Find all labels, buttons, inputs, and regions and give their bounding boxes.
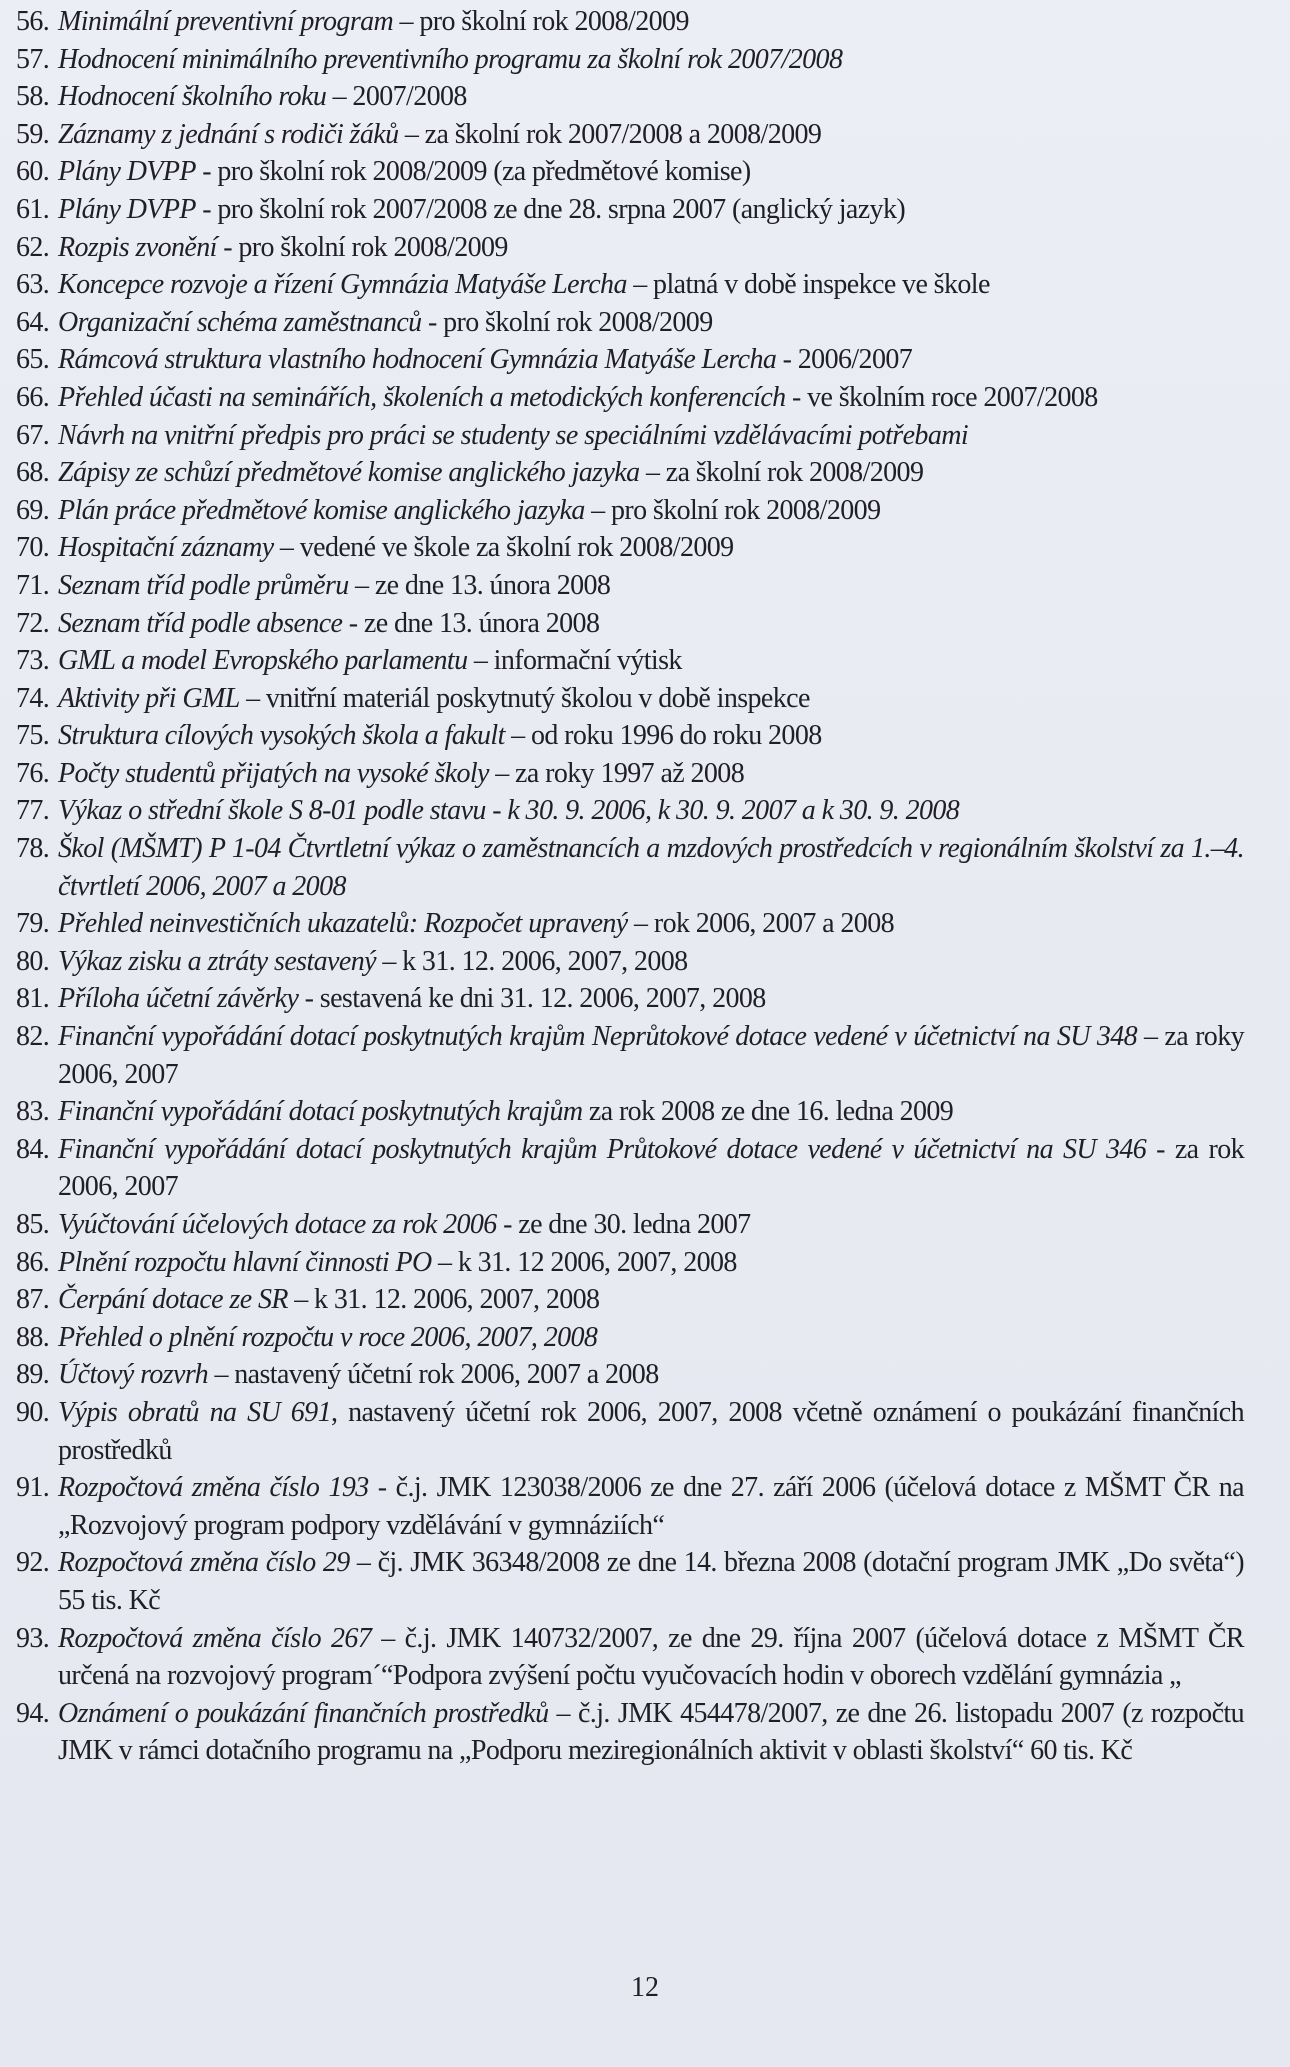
list-item [16,1319,1244,1357]
item-detail: – pro školní rok 2008/2009 [584,494,881,526]
item-title: Zápisy ze schůzí předmětové komise anglického jazyka [58,457,640,489]
list-item [16,1620,1244,1695]
item-title: Přehled účasti na seminářích, školeních a metodických konferencích [58,381,786,413]
item-title: Hospitační záznamy [58,532,274,564]
item-title: Počty studentů přijatých na vysoké školy [58,757,489,789]
list-item [16,567,1244,605]
item-title: Přehled o plnění rozpočtu v roce 2006, 2007, 2008 [58,1321,598,1353]
item-detail: – k 31. 12 2006, 2007, 2008 [431,1246,737,1278]
list-item [16,1093,1244,1131]
list-item [16,3,1244,41]
list-item [16,78,1244,116]
list-item [16,379,1244,417]
item-number: 66. [16,381,50,413]
item-title: Oznámení o poukázání finančních prostředků [58,1697,549,1729]
item-detail: – k 31. 12. 2006, 2007, 2008 [375,945,688,977]
list-item [16,792,1244,830]
item-number: 74. [16,682,50,714]
item-number: 88. [16,1321,50,1353]
item-title: Přehled neinvestičních ukazatelů: Rozpočet upravený [58,908,628,940]
list-item [16,417,1244,455]
item-number: 76. [16,757,50,789]
item-detail: – k 31. 12. 2006, 2007, 2008 [287,1284,600,1316]
item-number: 78. [16,833,50,865]
list-item [16,454,1244,492]
item-number: 69. [16,494,50,526]
item-detail: - sestavená ke dni 31. 12. 2006, 2007, 2008 [298,983,766,1015]
item-title: Organizační schéma zaměstnanců [58,306,422,338]
list-item [16,1018,1244,1093]
item-detail: – za roky 2006, 2007 [58,1021,1244,1090]
item-title: Struktura cílových vysokých škola a fakult [58,720,505,752]
item-number: 87. [16,1284,50,1316]
item-title: Minimální preventivní program [58,6,394,37]
item-number: 64. [16,306,50,338]
item-number: 91. [16,1472,50,1504]
list-item [16,755,1244,793]
item-number: 79. [16,908,50,940]
item-detail: – za školní rok 2007/2008 a 2008/2009 [398,118,822,150]
item-number: 57. [16,43,50,75]
item-title: Aktivity při GML [58,682,240,714]
item-number: 77. [16,795,50,827]
list-item [16,1469,1244,1544]
item-number: 60. [16,156,50,188]
item-detail: - ze dne 30. ledna 2007 [496,1209,751,1240]
item-title: Rámcová struktura vlastního hodnocení Gymnázia Matyáše Lercha [58,344,777,376]
item-title: Plán práce předmětové komise anglického jazyka [58,494,585,526]
item-title: Výkaz zisku a ztráty sestavený [58,945,376,977]
list-item [16,980,1244,1018]
item-detail: za rok 2008 ze dne 16. ledna 2009 [582,1096,954,1128]
list-item [16,1544,1244,1619]
item-detail: – č.j. JMK 454478/2007, ze dne 26. listopadu 2007 (z rozpočtu JMK v rámci dotačního programu na „Podporu meziregionálních aktivit v oblasti školství“ 60 tis. Kč [58,1697,1244,1767]
list-item [16,943,1244,981]
item-number: 84. [16,1133,50,1165]
list-item [16,41,1244,79]
item-title: GML a model Evropského parlamentu [58,645,468,677]
item-number: 73. [16,645,50,677]
list-item [16,304,1244,342]
item-title: Čerpání dotace ze SR [58,1284,288,1316]
item-title: Rozpočtová změna číslo 267 [58,1622,372,1654]
item-title: Koncepce rozvoje a řízení Gymnázia Matyáše Lercha [58,269,627,301]
item-number: 81. [16,983,50,1015]
item-number: 94. [16,1697,50,1729]
item-title: Hodnocení školního roku [58,81,327,113]
item-number: 89. [16,1359,50,1391]
item-number: 59. [16,118,50,150]
item-title: Plnění rozpočtu hlavní činnosti PO [58,1246,432,1278]
item-title: Výpis obratů na SU 691 [58,1396,331,1428]
item-detail: - pro školní rok 2008/2009 (za předmětové komise) [195,156,751,188]
item-detail: - 2006/2007 [776,344,913,376]
list-item [16,642,1244,680]
item-title: Seznam tříd podle průměru [58,569,349,601]
item-number: 80. [16,945,50,977]
item-title: Výkaz o střední škole S 8-01 podle stavu - k 30. 9. 2006, k 30. 9. 2007 a k 30. 9. 2008 [58,795,960,827]
list-item [16,341,1244,379]
item-number: 82. [16,1021,50,1053]
item-number: 72. [16,607,50,639]
item-title: Návrh na vnitřní předpis pro práci se studenty se speciálními vzdělávacími potřebami [58,419,969,451]
item-detail: – ze dne 13. února 2008 [348,569,611,601]
item-detail: - ve školním roce 2007/2008 [785,381,1098,413]
item-number: 65. [16,344,50,376]
item-number: 93. [16,1622,50,1654]
item-number: 56. [16,6,50,37]
item-detail: - za rok 2006, 2007 [58,1133,1245,1203]
item-number: 58. [16,81,50,113]
item-title: Hodnocení minimálního preventivního programu za školní rok 2007/2008 [58,43,843,75]
item-detail: – 2007/2008 [326,81,467,113]
item-number: 83. [16,1096,50,1128]
item-title: Seznam tříd podle absence [58,607,343,639]
item-detail: - pro školní rok 2008/2009 [421,306,713,338]
item-title: Rozpočtová změna číslo 193 [58,1472,369,1504]
item-detail: – nastavený účetní rok 2006, 2007 a 2008 [208,1359,659,1391]
attachment-list [16,3,1244,1770]
item-title: Finanční vypořádání dotací poskytnutých krajům Průtokové dotace vedené v účetnictví na SU 346 [58,1133,1147,1165]
list-item [16,153,1244,191]
item-number: 86. [16,1246,50,1278]
list-item [16,717,1244,755]
item-detail: – č.j. JMK 140732/2007, ze dne 29. října 2007 (účelová dotace z MŠMT ČR určená na rozvojový program´“Podpora zvýšení počtu vyučovacích hodin v oborech vzdělání gymnázia „ [58,1622,1244,1692]
item-title: Příloha účetní závěrky [58,983,299,1015]
list-item [16,229,1244,267]
list-item [16,266,1244,304]
item-number: 90. [16,1396,50,1428]
list-item [16,830,1244,905]
list-item [16,1394,1244,1469]
item-detail: - pro školní rok 2008/2009 [216,231,508,263]
item-title: Finanční vypořádání dotací poskytnutých krajům [58,1096,583,1128]
list-item [16,1244,1244,1282]
list-item [16,1356,1244,1394]
item-title: Vyúčtování účelových dotace za rok 2006 [58,1209,497,1240]
item-number: 63. [16,269,50,301]
list-item [16,116,1244,154]
item-detail: – od roku 1996 do roku 2008 [504,720,822,752]
list-item [16,680,1244,718]
item-number: 61. [16,193,50,225]
page-number: 12 [631,1972,659,2003]
item-detail: - pro školní rok 2007/2008 ze dne 28. srpna 2007 (anglický jazyk) [195,193,906,225]
item-detail: - ze dne 13. února 2008 [342,607,600,639]
item-title: Plány DVPP [58,193,196,225]
item-number: 71. [16,569,50,601]
item-detail: – vnitřní materiál poskytnutý školou v době inspekce [239,682,810,714]
list-item [16,1281,1244,1319]
list-item [16,1695,1244,1770]
list-item [16,1131,1244,1206]
item-number: 62. [16,231,50,263]
item-detail: – za roky 1997 až 2008 [488,757,745,789]
item-title: Plány DVPP [58,156,196,188]
item-detail: , nastavený účetní rok 2006, 2007, 2008 včetně oznámení o poukázání finančních prostředků [58,1396,1245,1466]
item-title: Záznamy z jednání s rodiči žáků [58,118,399,150]
item-detail: – pro školní rok 2008/2009 [393,6,689,37]
item-number: 92. [16,1547,50,1579]
list-item [16,905,1244,943]
item-title: Finanční vypořádání dotací poskytnutých krajům Neprůtokové dotace vedené v účetnictví na SU 348 [58,1021,1138,1053]
item-number: 75. [16,720,50,752]
item-number: 70. [16,532,50,564]
item-title: Rozpočtová změna číslo 29 [58,1547,350,1579]
item-detail: - č.j. JMK 123038/2006 ze dne 27. září 2006 (účelová dotace z MŠMT ČR na „Rozvojový program podpory vzdělávání v gymnáziích“ [58,1472,1244,1541]
list-item [16,191,1244,229]
item-detail: – rok 2006, 2007 a 2008 [627,908,894,940]
item-number: 68. [16,457,50,489]
item-detail: – vedené ve škole za školní rok 2008/2009 [273,532,734,564]
item-title: Rozpis zvonění [58,231,217,263]
item-detail: – platná v době inspekce ve škole [626,269,990,301]
list-item [16,529,1244,567]
item-detail: – čj. JMK 36348/2008 ze dne 14. března 2008 (dotační program JMK „Do světa“) 55 tis. Kč [58,1547,1244,1616]
item-detail: – informační výtisk [467,645,682,677]
item-number: 67. [16,419,50,451]
list-item [16,605,1244,643]
item-title: Škol (MŠMT) P 1-04 Čtvrtletní výkaz o zaměstnancích a mzdových prostředcích v regionálním školství za 1.–4. čtvrtletí 2006, 2007 a 2008 [58,833,1244,902]
item-number: 85. [16,1209,50,1240]
list-item [16,492,1244,530]
item-detail: – za školní rok 2008/2009 [639,457,924,489]
list-item [16,1206,1244,1244]
item-title: Účtový rozvrh [58,1359,209,1391]
